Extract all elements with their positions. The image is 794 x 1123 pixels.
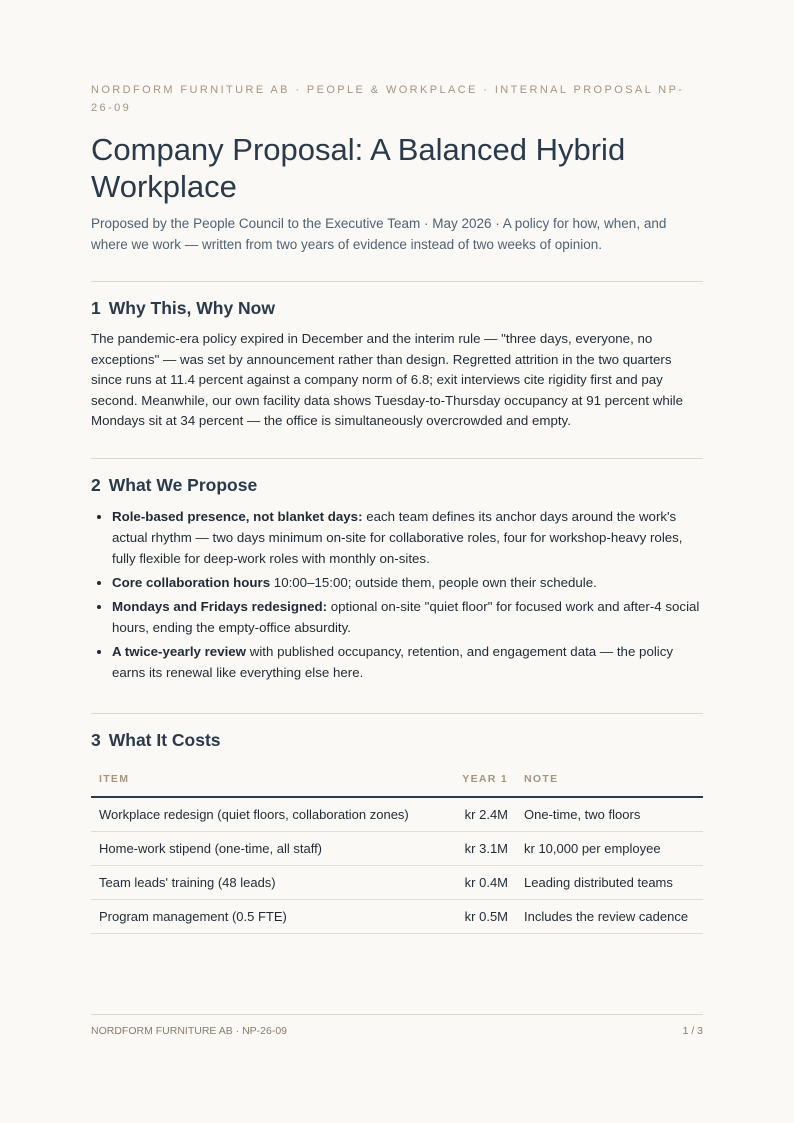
list-item-text: with published occupancy, retention, and engagement data — the policy earns its renewal like everything else here. (112, 643, 674, 680)
section-title: What We Propose (108, 474, 258, 495)
cell-item: Team leads' training (48 leads) (91, 865, 450, 899)
section-heading (91, 473, 703, 497)
document-eyebrow: NORDFORM FURNITURE AB · PEOPLE & WORKPLACE · INTERNAL PROPOSAL NP-26-09 (91, 84, 685, 114)
list-item (112, 506, 703, 569)
column-header-note: NOTE (516, 770, 703, 797)
cell-item: Program management (0.5 FTE) (91, 899, 450, 933)
page-number: 1 / 3 (682, 1025, 703, 1037)
cell-year1: kr 0.4M (450, 865, 516, 899)
cell-item: Home-work stipend (one-time, all staff) (91, 831, 450, 865)
cell-year1: kr 2.4M (450, 797, 516, 832)
cost-table (91, 770, 703, 934)
section-proposal (91, 473, 703, 683)
divider (91, 713, 703, 714)
list-item-text: each team defines its anchor days around the work's actual rhythm — two days minimum on-site for collaborative roles, four for workshop-heavy roles, fully flexible for deep-work roles with monthly on-sites. (112, 508, 683, 566)
cell-note: Includes the review cadence (516, 899, 703, 933)
list-item-text: 10:00–15:00; outside them, people own their schedule. (270, 574, 597, 590)
cell-item: Workplace redesign (quiet floors, collaboration zones) (91, 797, 450, 832)
cell-note: One-time, two floors (516, 797, 703, 832)
proposal-list (91, 506, 703, 683)
section-number: 2 (91, 474, 101, 495)
divider (91, 458, 703, 459)
column-header-item: ITEM (91, 770, 450, 797)
section-number: 3 (91, 729, 101, 750)
list-item (112, 641, 703, 683)
list-item-lead: Mondays and Fridays redesigned: (112, 598, 328, 614)
divider (91, 281, 703, 282)
list-item-lead: A twice-yearly review (112, 643, 247, 659)
section-number: 1 (91, 298, 101, 318)
list-item-lead: Role-based presence, not blanket days: (112, 508, 363, 524)
document-title: Company Proposal: A Balanced Hybrid Workplace (91, 132, 626, 204)
section-body: The pandemic-era policy expired in December and the interim rule — "three days, everyone, no exceptions" — was set by announcement rather than design. Regretted attrition in the two quarters since runs at 11.4 percent against a company norm of 6.8; exit interviews cite rigidity first and pay second. Meanwhile, our own facility data shows Tuesday-to-Thursday occupancy at 91 percent while Mondays sit at 34 percent — the office is simultaneously overcrowded and empty. (91, 331, 684, 429)
table-row (91, 865, 703, 899)
document-content (91, 81, 703, 934)
list-item-lead: Core collaboration hours (112, 574, 271, 590)
table-row (91, 899, 703, 933)
section-heading (91, 728, 703, 752)
table-header-row (91, 770, 703, 797)
page-footer (91, 1014, 703, 1037)
section-heading (91, 296, 703, 320)
table-row (91, 797, 703, 832)
cell-note: Leading distributed teams (516, 865, 703, 899)
cell-note: kr 10,000 per employee (516, 831, 703, 865)
footer-doc-id: NORDFORM FURNITURE AB · NP-26-09 (91, 1025, 288, 1037)
section-costs (91, 728, 703, 934)
document-subtitle: Proposed by the People Council to the Executive Team · May 2026 · A policy for how, when, and where we work — written from two years of evidence instead of two weeks of opinion. (91, 216, 667, 252)
list-item (112, 572, 703, 593)
cell-year1: kr 0.5M (450, 899, 516, 933)
column-header-year1: YEAR 1 (450, 770, 516, 797)
cell-year1: kr 3.1M (450, 831, 516, 865)
list-item (112, 596, 703, 638)
list-item-text: optional on-site "quiet floor" for focused work and after-4 social hours, ending the empty-office absurdity. (112, 598, 700, 635)
section-title: Why This, Why Now (108, 298, 275, 318)
section-why (91, 296, 703, 432)
section-title: What It Costs (108, 729, 221, 750)
table-row (91, 831, 703, 865)
